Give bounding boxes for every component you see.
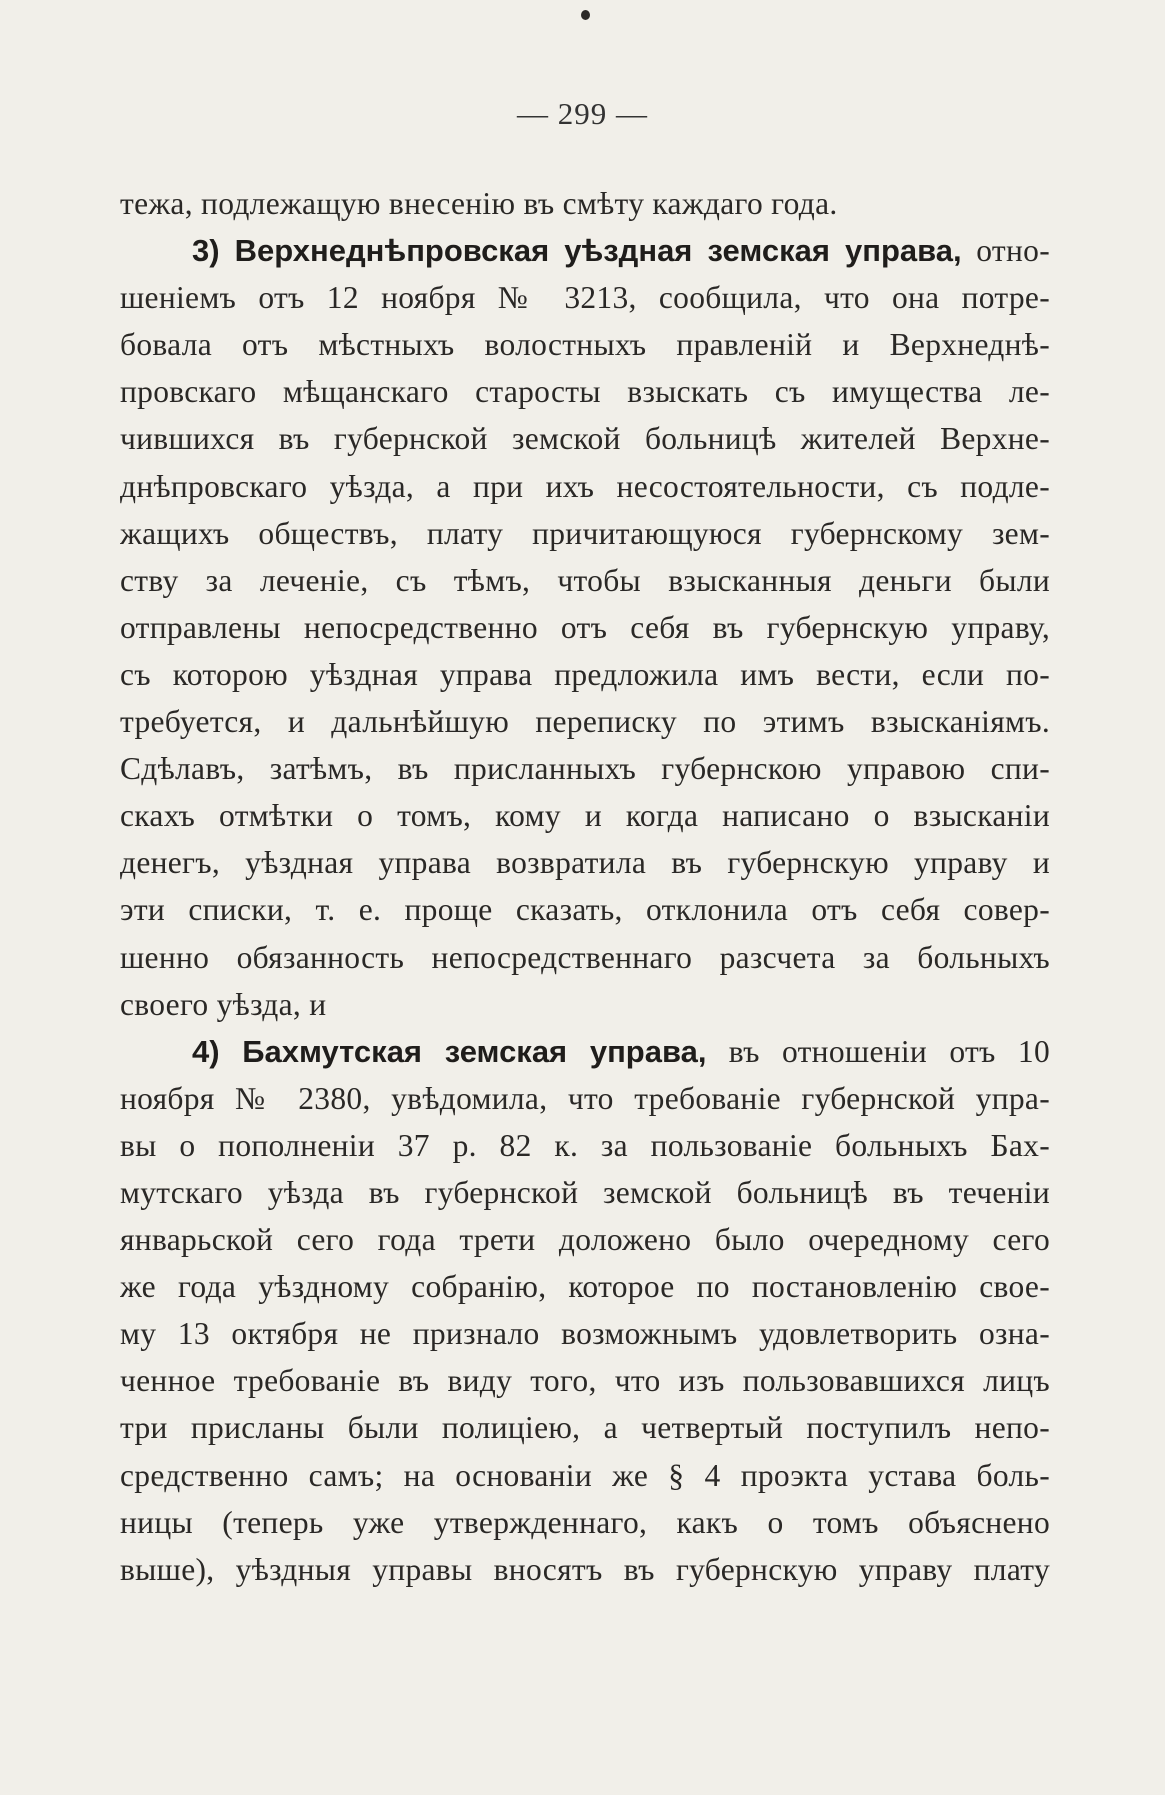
text-line xyxy=(120,1263,1050,1310)
line-text: денегъ, уѣздная управа возвратила въ губернскую управу и xyxy=(120,845,1050,881)
text-line xyxy=(120,792,1050,839)
line-text: му 13 октября не признало возможнымъ удовлетворить озна- xyxy=(120,1316,1050,1352)
text-line xyxy=(120,1310,1050,1357)
line-text: ченное требованіе въ виду того, что изъ пользовавшихся лицъ xyxy=(120,1363,1050,1399)
text-line xyxy=(120,1216,1050,1263)
text-line xyxy=(120,180,1050,227)
section-heading: 3) Верхнеднѣпровская уѣздная земская управа, xyxy=(192,233,962,269)
line-text: же года уѣздному собранію, которое по постановленію свое- xyxy=(120,1269,1050,1305)
text-line xyxy=(120,1122,1050,1169)
text-line xyxy=(120,510,1050,557)
text-line xyxy=(120,745,1050,792)
text-line xyxy=(120,698,1050,745)
text-line xyxy=(120,981,1050,1028)
line-text: выше), уѣздныя управы вносятъ въ губернскую управу плату xyxy=(120,1551,1050,1587)
line-text: Сдѣлавъ, затѣмъ, въ присланныхъ губернскою управою спи- xyxy=(120,751,1050,787)
line-text: ству за леченіе, съ тѣмъ, чтобы взысканныя деньги были xyxy=(120,562,1050,598)
text-line xyxy=(120,1546,1050,1593)
line-text: январьской сего года трети доложено было очередному сего xyxy=(120,1222,1050,1258)
text-line xyxy=(120,886,1050,933)
line-text: провскаго мѣщанскаго старосты взыскать съ имущества ле- xyxy=(120,374,1050,410)
line-text: жащихъ обществъ, плату причитающуюся губернскому зем- xyxy=(120,515,1050,551)
line-text: съ которою уѣздная управа предложила имъ вести, если по- xyxy=(120,656,1050,692)
text-line xyxy=(120,1357,1050,1404)
line-text: своего уѣзда, и xyxy=(120,986,327,1022)
line-text: средственно самъ; на основаніи же § 4 проэкта устава боль- xyxy=(120,1457,1050,1493)
line-text: ницы (теперь уже утвержденнаго, какъ о томъ объяснено xyxy=(120,1504,1050,1540)
line-text: шенно обязанность непосредственнаго разсчета за больныхъ xyxy=(120,939,1050,975)
text-line xyxy=(120,227,1050,274)
line-text: днѣпровскаго уѣзда, а при ихъ несостоятельности, съ подле- xyxy=(120,468,1050,504)
text-line xyxy=(120,1169,1050,1216)
line-text: вы о пополненіи 37 р. 82 к. за пользованіе больныхъ Бах- xyxy=(120,1127,1050,1163)
line-text: скахъ отмѣтки о томъ, кому и когда написано о взысканіи xyxy=(120,798,1050,834)
text-line xyxy=(120,604,1050,651)
line-text: тежа, подлежащую внесенію въ смѣту каждаго года. xyxy=(120,186,838,221)
body-text xyxy=(120,180,1050,1593)
text-line xyxy=(120,839,1050,886)
text-line xyxy=(120,1499,1050,1546)
line-text: отправлены непосредственно отъ себя въ губернскую управу, xyxy=(120,609,1050,645)
line-text: ноября № 2380, увѣдомила, что требованіе губернской упра- xyxy=(120,1080,1050,1116)
line-text: требуется, и дальнѣйшую переписку по этимъ взысканіямъ. xyxy=(120,704,1050,740)
line-text: въ отношеніи отъ 10 xyxy=(706,1033,1050,1069)
text-line xyxy=(120,274,1050,321)
text-line xyxy=(120,1404,1050,1451)
text-line xyxy=(120,557,1050,604)
text-line xyxy=(120,1075,1050,1122)
text-line xyxy=(120,651,1050,698)
text-line xyxy=(120,1452,1050,1499)
text-line xyxy=(120,321,1050,368)
text-line xyxy=(120,368,1050,415)
line-text: бовала отъ мѣстныхъ волостныхъ правленій и Верхнеднѣ- xyxy=(120,327,1050,363)
text-line xyxy=(120,415,1050,462)
text-line xyxy=(120,934,1050,981)
text-line xyxy=(120,463,1050,510)
line-text: отно- xyxy=(961,233,1050,269)
section-heading: 4) Бахмутская земская управа, xyxy=(192,1033,707,1069)
ink-dot xyxy=(581,10,590,20)
line-text: мутскаго уѣзда въ губернской земской больницѣ въ теченіи xyxy=(120,1174,1050,1210)
line-text: эти списки, т. е. проще сказать, отклонила отъ себя совер- xyxy=(120,892,1050,928)
line-text: шеніемъ отъ 12 ноября № 3213, сообщила, что она потре- xyxy=(120,280,1050,316)
text-line xyxy=(120,1028,1050,1075)
page-number: — 299 — xyxy=(517,96,648,131)
line-text: три присланы были полиціею, а четвертый поступилъ непо- xyxy=(120,1410,1050,1446)
line-text: чившихся въ губернской земской больницѣ жителей Верхне- xyxy=(120,421,1050,457)
